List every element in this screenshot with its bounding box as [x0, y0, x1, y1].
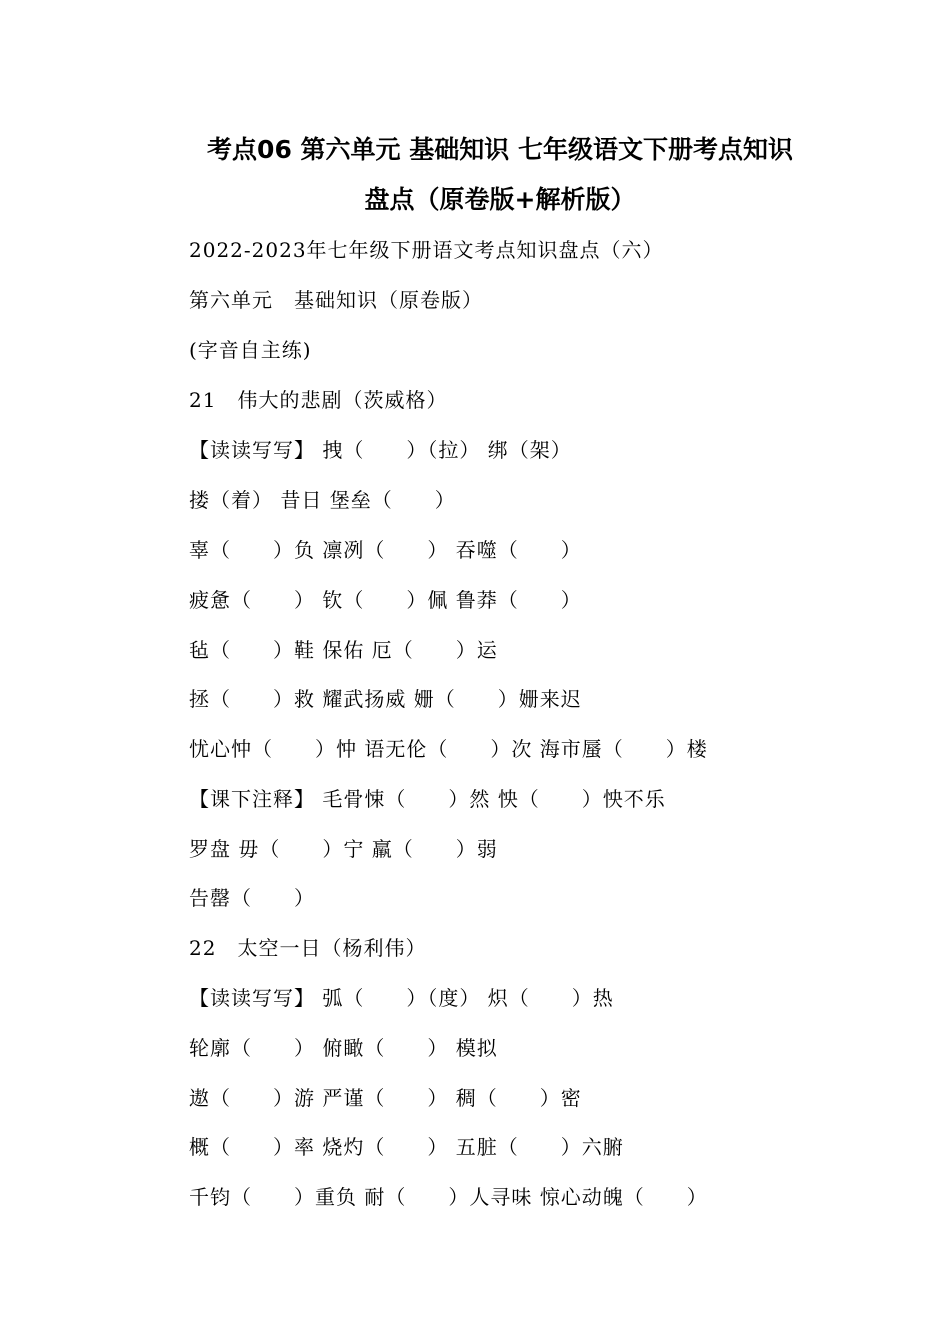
vocab-line: 【读读写写】 弧（ ）（度） 炽（ ）热	[189, 986, 614, 1010]
vocab-line: 轮廓（ ） 俯瞰（ ） 模拟	[189, 1036, 498, 1060]
lesson-22-heading: 22 太空一日（杨利伟）	[189, 936, 427, 960]
vocab-line: 告罄（ ）	[189, 886, 315, 910]
vocab-line: 【课下注释】 毛骨悚（ ）然 怏（ ）怏不乐	[189, 787, 666, 811]
document-title-line-2: 盘点（原卷版+解析版）	[364, 185, 636, 214]
vocab-line: 拯（ ）救 耀武扬威 姗（ ）姗来迟	[189, 687, 582, 711]
vocab-line: 忧心忡（ ）忡 语无伦（ ）次 海市蜃（ ）楼	[189, 737, 708, 761]
lesson-21-heading: 21 伟大的悲剧（茨威格）	[189, 388, 448, 412]
vocab-line: 搂（着） 昔日 堡垒（ ）	[189, 488, 456, 512]
vocab-line: 疲惫（ ） 钦（ ）佩 鲁莽（ ）	[189, 588, 582, 612]
exercise-heading: (字音自主练)	[189, 338, 312, 362]
vocab-line: 【读读写写】 拽（ ）（拉） 绑（架）	[189, 438, 572, 462]
document-title-line-1: 考点06 第六单元 基础知识 七年级语文下册考点知识	[207, 135, 793, 164]
vocab-line: 千钧（ ）重负 耐（ ）人寻味 惊心动魄（ ）	[189, 1185, 708, 1209]
vocab-line: 辜（ ）负 凛冽（ ） 吞噬（ ）	[189, 538, 582, 562]
vocab-line: 遨（ ）游 严谨（ ） 稠（ ）密	[189, 1086, 582, 1110]
subtitle-line: 2022-2023年七年级下册语文考点知识盘点（六）	[189, 238, 664, 262]
section-heading: 第六单元 基础知识（原卷版）	[189, 288, 483, 312]
vocab-line: 毡（ ）鞋 保佑 厄（ ）运	[189, 638, 498, 662]
vocab-line: 概（ ）率 烧灼（ ） 五脏（ ）六腑	[189, 1135, 624, 1159]
vocab-line: 罗盘 毋（ ）宁 羸（ ）弱	[189, 837, 498, 861]
